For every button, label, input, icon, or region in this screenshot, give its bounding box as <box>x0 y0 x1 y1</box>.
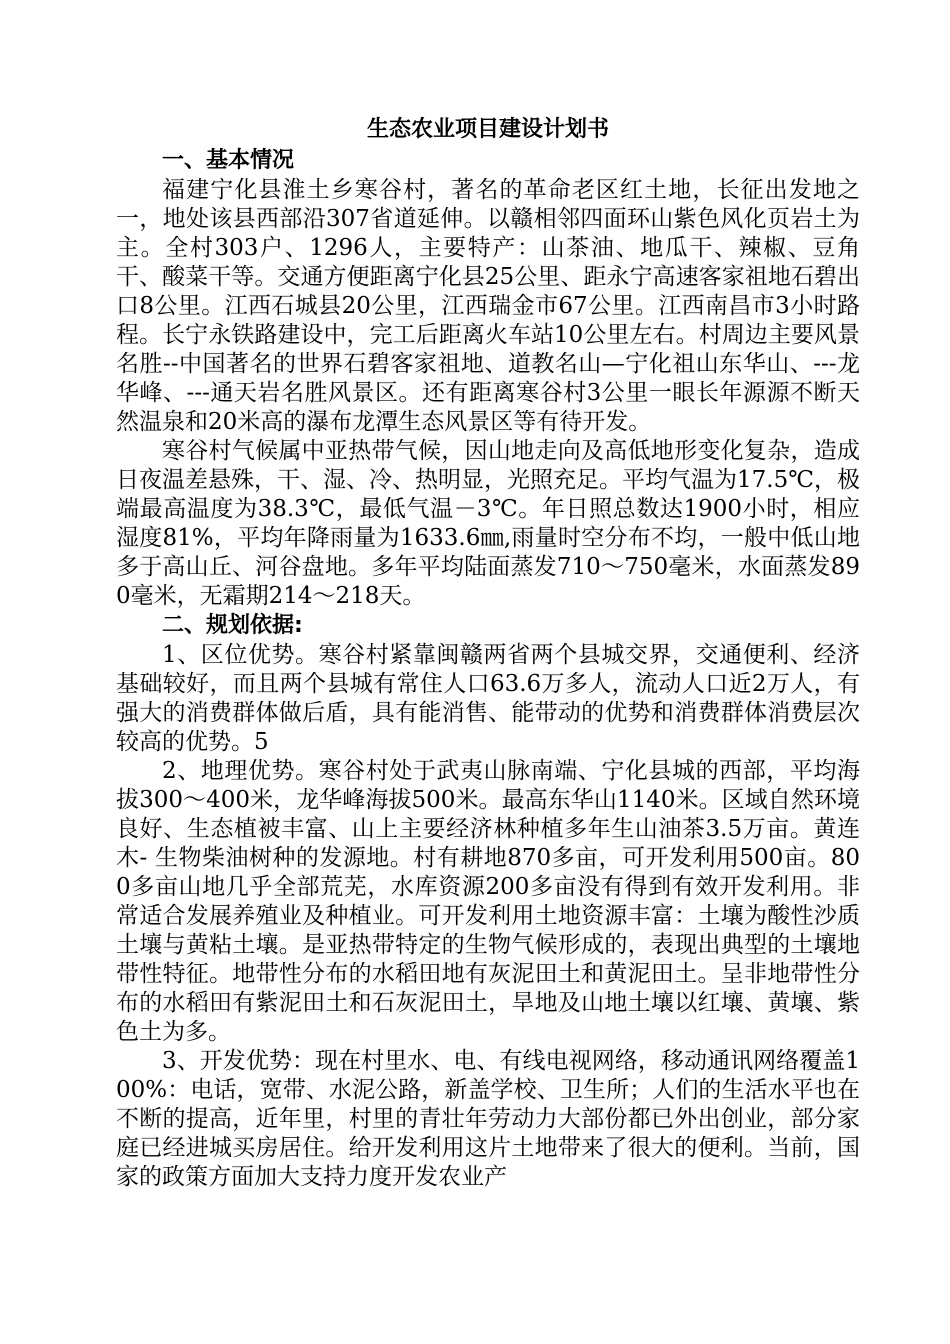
document-page <box>116 114 860 1192</box>
section-heading-planning-basis: 二、规划依据: <box>162 613 303 638</box>
document-title: 生态农业项目建设计划书 <box>366 117 609 142</box>
paragraph-location: 福建宁化县淮土乡寒谷村，著名的革命老区红土地，长征出发地之一，地处该县西部沿307省道延伸。以赣相邻四面环山紫色风化页岩土为主。全村303户、1296人，主要特产：山茶油、地瓜干、辣椒、豆角干、酸菜干等。交通方便距离宁化县25公里、距永宁高速客家祖地石碧出口8公里。江西石城县20公里，江西瑞金市67公里。江西南昌市3小时路程。长宁永铁路建设中，完工后距离火车站10公里左右。村周边主要风景名胜--中国著名的世界石碧客家祖地、道教名山—宁化祖山东华山、---龙华峰、---通天岩名胜风景区。还有距离寒谷村3公里一眼长年源源不断天然温泉和20米高的瀑布龙潭生态风景区等有待开发。 <box>116 177 860 435</box>
paragraph-development-advantage: 3、开发优势：现在村里水、电、有线电视网络，移动通讯网络覆盖100%：电话，宽带、水泥公路，新盖学校、卫生所；人们的生活水平也在不断的提高，近年里，村里的青壮年劳动力大部份都已外出创业，部分家庭已经进城买房居住。给开发利用这片土地带来了很大的便利。当前，国家的政策方面加大支持力度开发农业产 <box>116 1048 860 1190</box>
paragraph-location-advantage: 1、区位优势。寒谷村紧靠闽赣两省两个县城交界，交通便利、经济基础较好，而且两个县城有常住人口63.6万多人，流动人口近2万人，有强大的消费群体做后盾，具有能消售、能带动的优势和消费群体消费层次较高的优势。5 <box>116 642 860 755</box>
paragraph-geographic-advantage: 2、地理优势。寒谷村处于武夷山脉南端、宁化县城的西部，平均海拔300～400米，龙华峰海拔500米。最高东华山1140米。区域自然环境良好、生态植被丰富、山上主要经济林种植多年生山油茶3.5万亩。黄连木- 生物柴油树种的发源地。村有耕地870多亩，可开发利用500亩。800多亩山地几乎全部荒芜，水库资源200多亩没有得到有效开发利用。非常适合发展养殖业及种植业。可开发利用土地资源丰富：土壤为酸性沙质土壤与黄粘土壤。是亚热带特定的生物气候形成的，表现出典型的土壤地带性特征。地带性分布的水稻田地有灰泥田土和黄泥田土。呈非地带性分布的水稻田有紫泥田土和石灰泥田土，旱地及山地土壤以红壤、黄壤、紫色土为多。 <box>116 758 860 1045</box>
section-heading-basic-info: 一、基本情况 <box>162 148 295 173</box>
paragraph-climate: 寒谷村气候属中亚热带气候，因山地走向及高低地形变化复杂，造成日夜温差悬殊，干、湿、冷、热明显，光照充足。平均气温为17.5℃，极端最高温度为38.3℃，最低气温－3℃。年日照总数达1900小时，相应湿度81%，平均年降雨量为1633.6㎜,雨量时空分布不均，一般中低山地多于高山丘、河谷盘地。多年平均陆面蒸发710～750毫米，水面蒸发890毫米，无霜期214～218天。 <box>116 438 860 609</box>
